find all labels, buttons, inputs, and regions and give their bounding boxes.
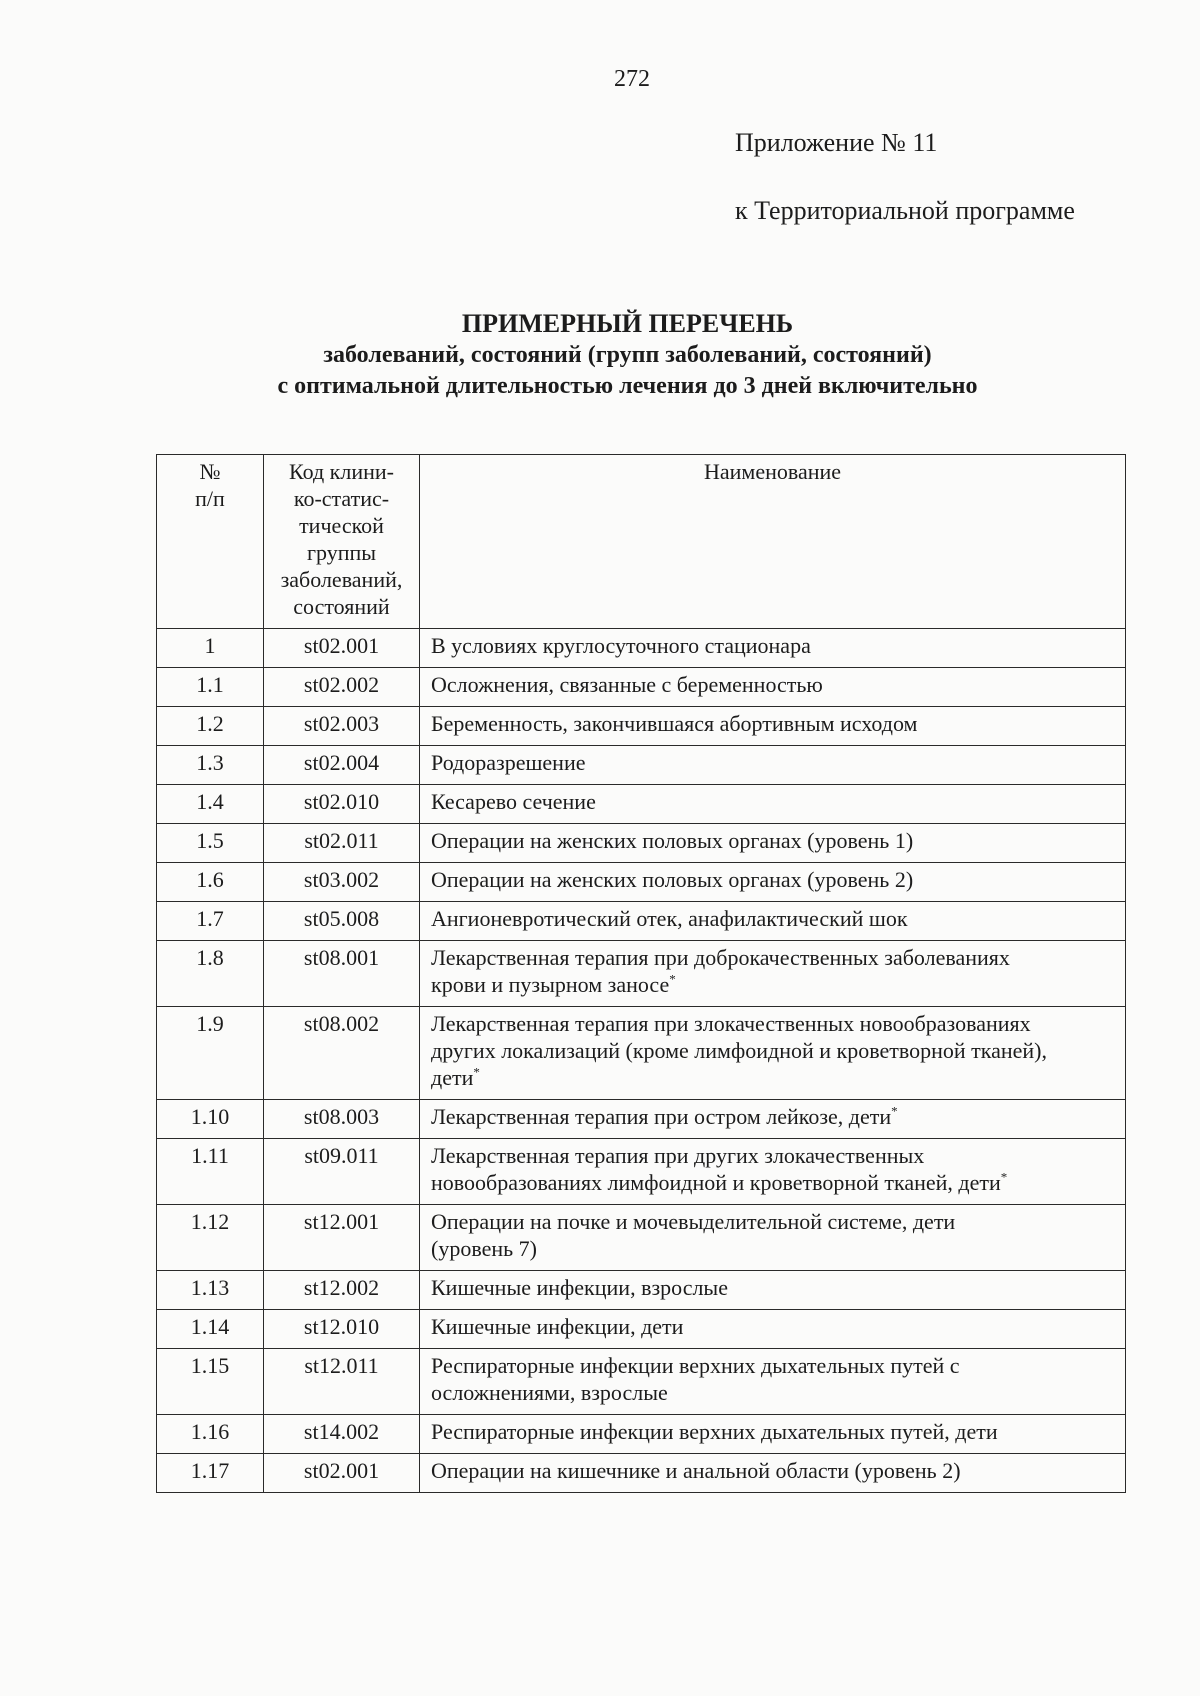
row-code: st02.001 bbox=[264, 629, 420, 668]
row-name-line bbox=[431, 1037, 1117, 1064]
row-name bbox=[420, 824, 1126, 863]
header-name: Наименование bbox=[420, 455, 1126, 629]
row-name bbox=[420, 1310, 1126, 1349]
row-name-line bbox=[431, 1235, 1117, 1262]
row-name-text: новообразованиях лимфоидной и кроветворной тканей, дети bbox=[431, 1170, 1001, 1195]
row-name-line bbox=[431, 1352, 1117, 1379]
row-number: 1.16 bbox=[157, 1415, 264, 1454]
header-code bbox=[264, 455, 420, 629]
table-row bbox=[157, 902, 1126, 941]
row-name-text: Операции на почке и мочевыделительной системе, дети bbox=[431, 1209, 956, 1234]
row-name-text: Беременность, закончившаяся абортивным исходом bbox=[431, 711, 918, 736]
header-code-line: заболеваний, bbox=[280, 567, 403, 592]
table-row bbox=[157, 1100, 1126, 1139]
table-row bbox=[157, 785, 1126, 824]
row-name-text: Кишечные инфекции, дети bbox=[431, 1314, 684, 1339]
row-name-line bbox=[431, 1379, 1117, 1406]
table-row bbox=[157, 668, 1126, 707]
row-name bbox=[420, 1205, 1126, 1271]
document-subtitle-2: с оптимальной длительностью лечения до 3 дней включительно bbox=[277, 373, 978, 399]
row-name-line bbox=[431, 749, 1117, 776]
table-row bbox=[157, 746, 1126, 785]
table-row bbox=[157, 1310, 1126, 1349]
row-code: st12.010 bbox=[264, 1310, 420, 1349]
row-code: st08.001 bbox=[264, 941, 420, 1007]
row-number: 1.4 bbox=[157, 785, 264, 824]
row-name bbox=[420, 1100, 1126, 1139]
table-row bbox=[157, 1415, 1126, 1454]
row-code: st02.002 bbox=[264, 668, 420, 707]
row-code: st02.004 bbox=[264, 746, 420, 785]
row-code: st05.008 bbox=[264, 902, 420, 941]
row-name-text: осложнениями, взрослые bbox=[431, 1380, 668, 1405]
row-name-line bbox=[431, 1274, 1117, 1301]
row-number: 1.11 bbox=[157, 1139, 264, 1205]
row-code: st02.011 bbox=[264, 824, 420, 863]
row-code: st02.001 bbox=[264, 1454, 420, 1493]
table-row bbox=[157, 1454, 1126, 1493]
row-name-line bbox=[431, 1064, 1117, 1091]
row-name-text: Респираторные инфекции верхних дыхательных путей с bbox=[431, 1353, 960, 1378]
table-row bbox=[157, 863, 1126, 902]
row-name-line bbox=[431, 1142, 1117, 1169]
table-row bbox=[157, 1349, 1126, 1415]
table-row bbox=[157, 824, 1126, 863]
header-code-line: ко-статис- bbox=[293, 486, 390, 511]
row-name-text: (уровень 7) bbox=[431, 1236, 537, 1261]
row-name-line bbox=[431, 827, 1117, 854]
table-row bbox=[157, 629, 1126, 668]
row-number: 1 bbox=[157, 629, 264, 668]
row-code: st02.010 bbox=[264, 785, 420, 824]
header-code-line: Код клини- bbox=[289, 459, 394, 484]
row-code: st12.001 bbox=[264, 1205, 420, 1271]
row-name-line bbox=[431, 866, 1117, 893]
row-name bbox=[420, 1349, 1126, 1415]
row-name-line bbox=[431, 1457, 1117, 1484]
row-name-text: Лекарственная терапия при злокачественных новообразованиях bbox=[431, 1011, 1031, 1036]
row-name-line bbox=[431, 1418, 1117, 1445]
row-name-line bbox=[431, 1208, 1117, 1235]
header-number bbox=[157, 455, 264, 629]
program-reference: к Территориальной программе bbox=[735, 196, 1075, 225]
row-number: 1.10 bbox=[157, 1100, 264, 1139]
row-number: 1.13 bbox=[157, 1271, 264, 1310]
row-name bbox=[420, 1415, 1126, 1454]
row-number: 1.14 bbox=[157, 1310, 264, 1349]
row-name-line bbox=[431, 1313, 1117, 1340]
table-row bbox=[157, 1271, 1126, 1310]
row-name-text: Ангионевротический отек, анафилактический шок bbox=[431, 906, 908, 931]
header-number-line: п/п bbox=[195, 486, 225, 511]
footnote-asterisk: * bbox=[891, 1103, 898, 1119]
row-code: st03.002 bbox=[264, 863, 420, 902]
row-name-line bbox=[431, 1169, 1117, 1196]
row-number: 1.2 bbox=[157, 707, 264, 746]
row-name-text: Кесарево сечение bbox=[431, 789, 596, 814]
header-code-line: состояний bbox=[293, 594, 390, 619]
row-code: st02.003 bbox=[264, 707, 420, 746]
row-name-text: Кишечные инфекции, взрослые bbox=[431, 1275, 728, 1300]
row-name bbox=[420, 1139, 1126, 1205]
row-number: 1.8 bbox=[157, 941, 264, 1007]
row-code: st12.002 bbox=[264, 1271, 420, 1310]
row-name-text: крови и пузырном заносе bbox=[431, 972, 670, 997]
table-row bbox=[157, 1139, 1126, 1205]
table-row bbox=[157, 1205, 1126, 1271]
footnote-asterisk: * bbox=[473, 1064, 480, 1080]
row-name-text: Лекарственная терапия при остром лейкозе, дети bbox=[431, 1104, 892, 1129]
row-name-text: других локализаций (кроме лимфоидной и кроветворной тканей), bbox=[431, 1038, 1047, 1063]
footnote-asterisk: * bbox=[1000, 1169, 1008, 1185]
row-number: 1.6 bbox=[157, 863, 264, 902]
row-name-line bbox=[431, 671, 1117, 698]
row-name bbox=[420, 863, 1126, 902]
row-number: 1.7 bbox=[157, 902, 264, 941]
row-code: st12.011 bbox=[264, 1349, 420, 1415]
table-row bbox=[157, 707, 1126, 746]
row-name bbox=[420, 941, 1126, 1007]
row-number: 1.3 bbox=[157, 746, 264, 785]
row-name-text: Лекарственная терапия при других злокачественных bbox=[431, 1143, 925, 1168]
row-name bbox=[420, 746, 1126, 785]
row-name bbox=[420, 1454, 1126, 1493]
row-code: st09.011 bbox=[264, 1139, 420, 1205]
row-name bbox=[420, 785, 1126, 824]
row-name bbox=[420, 1007, 1126, 1100]
row-name-line bbox=[431, 710, 1117, 737]
row-code: st14.002 bbox=[264, 1415, 420, 1454]
header-code-line: тической bbox=[299, 513, 384, 538]
row-number: 1.17 bbox=[157, 1454, 264, 1493]
row-code: st08.002 bbox=[264, 1007, 420, 1100]
row-name-text: Лекарственная терапия при доброкачественных заболеваниях bbox=[431, 945, 1010, 970]
document-subtitle-1: заболеваний, состояний (групп заболеваний, состояний) bbox=[323, 342, 932, 368]
table-row bbox=[157, 1007, 1126, 1100]
header-code-line: группы bbox=[306, 540, 377, 565]
row-name-line bbox=[431, 1010, 1117, 1037]
row-number: 1.1 bbox=[157, 668, 264, 707]
document-title: ПРИМЕРНЫЙ ПЕРЕЧЕНЬ bbox=[461, 309, 794, 338]
row-name bbox=[420, 629, 1126, 668]
header-number-line: № bbox=[199, 459, 221, 484]
row-name-text: В условиях круглосуточного стационара bbox=[431, 633, 811, 658]
row-name bbox=[420, 1271, 1126, 1310]
row-name-line bbox=[431, 971, 1117, 998]
row-number: 1.9 bbox=[157, 1007, 264, 1100]
table-body bbox=[157, 629, 1126, 1493]
row-name-text: Операции на женских половых органах (уровень 1) bbox=[431, 828, 914, 853]
page-number: 272 bbox=[614, 66, 650, 92]
row-name-line bbox=[431, 944, 1117, 971]
row-number: 1.12 bbox=[157, 1205, 264, 1271]
row-name-line bbox=[431, 1103, 1117, 1130]
row-name-text: Операции на кишечнике и анальной области (уровень 2) bbox=[431, 1458, 961, 1483]
row-name bbox=[420, 902, 1126, 941]
row-number: 1.15 bbox=[157, 1349, 264, 1415]
row-name-text: Осложнения, связанные с беременностью bbox=[431, 672, 823, 697]
row-name-line bbox=[431, 632, 1117, 659]
row-name-line bbox=[431, 788, 1117, 815]
title-block bbox=[150, 308, 1105, 402]
row-name-text: Операции на женских половых органах (уровень 2) bbox=[431, 867, 914, 892]
row-name bbox=[420, 707, 1126, 746]
row-code: st08.003 bbox=[264, 1100, 420, 1139]
row-name bbox=[420, 668, 1126, 707]
row-name-text: Родоразрешение bbox=[431, 750, 586, 775]
row-name-text: Респираторные инфекции верхних дыхательных путей, дети bbox=[431, 1419, 998, 1444]
footnote-asterisk: * bbox=[669, 971, 676, 987]
disease-list-table bbox=[156, 454, 1126, 1493]
row-name-line bbox=[431, 905, 1117, 932]
table-header-row bbox=[157, 455, 1126, 629]
appendix-label: Приложение № 11 bbox=[735, 128, 938, 157]
row-number: 1.5 bbox=[157, 824, 264, 863]
row-name-text: дети bbox=[431, 1065, 474, 1090]
table-row bbox=[157, 941, 1126, 1007]
